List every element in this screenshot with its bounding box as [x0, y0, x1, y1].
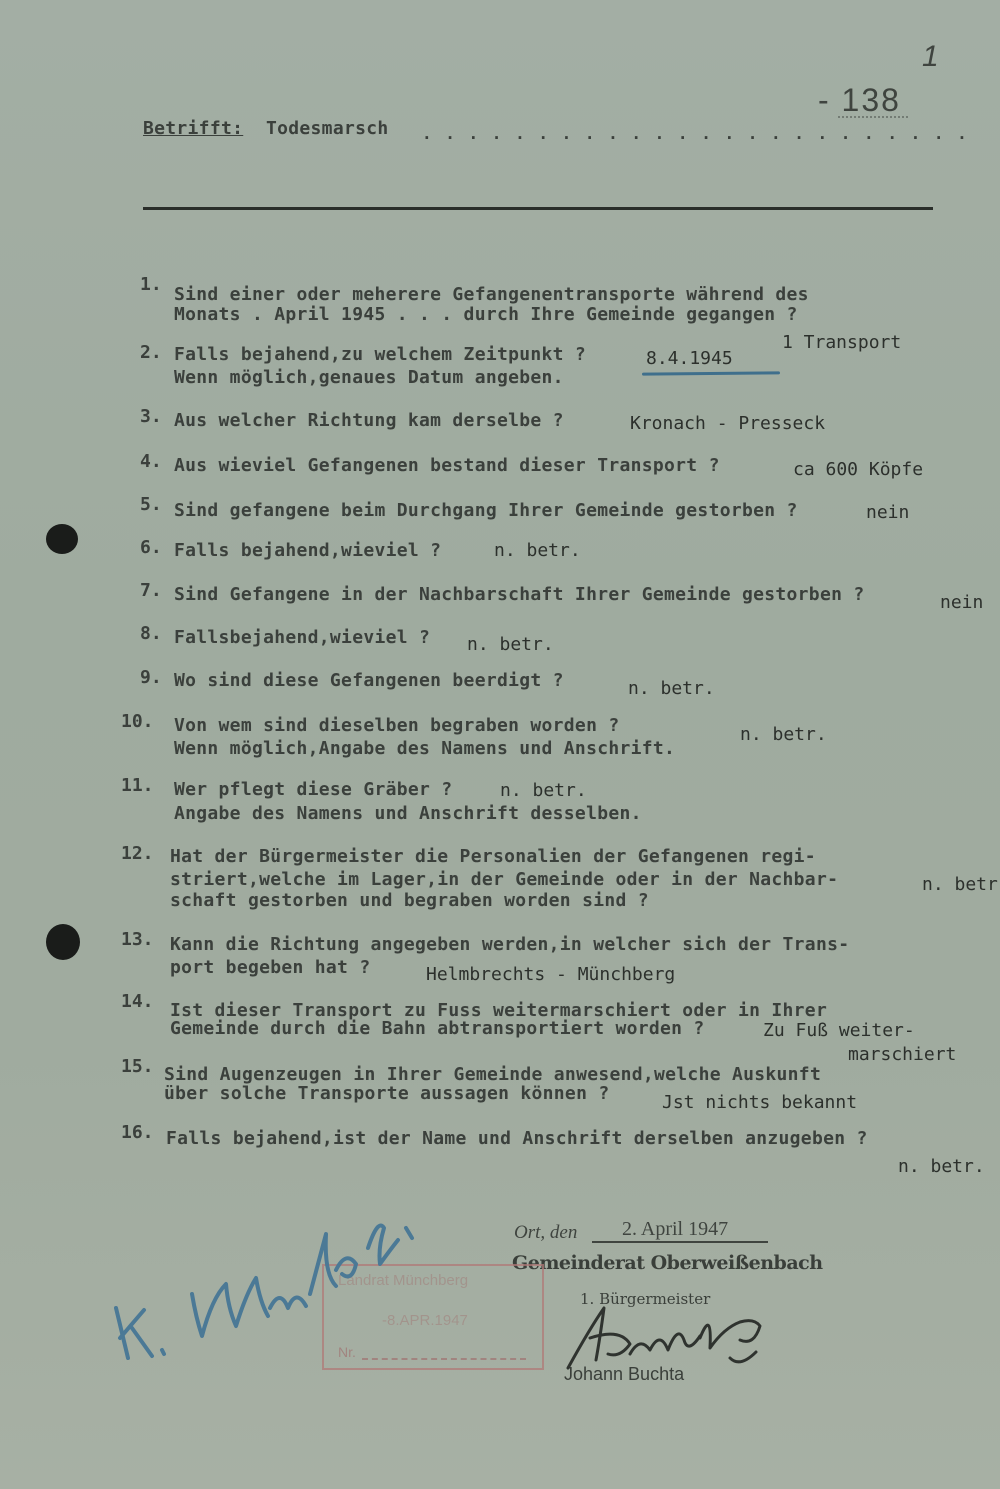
header-label: Betrifft:	[143, 118, 244, 139]
place-label: Ort, den	[514, 1222, 578, 1243]
item-answer: n. betr.	[467, 634, 554, 655]
council-name: Gemeinderat Oberweißenbach	[512, 1252, 823, 1274]
item-line: Ist dieser Transport zu Fuss weitermarschiert oder in Ihrer	[170, 1000, 828, 1021]
punch-hole	[46, 924, 80, 960]
item-number: 11.	[121, 775, 154, 796]
item-line: Wo sind diese Gefangenen beerdigt ?	[174, 670, 564, 691]
item-answer: Jst nichts bekannt	[662, 1092, 858, 1113]
item-line: Sind Augenzeugen in Ihrer Gemeinde anwesend,welche Auskunft	[164, 1064, 822, 1085]
item-line: Falls bejahend,wieviel ?	[174, 540, 442, 561]
item-line: Falls bejahend,ist der Name und Anschrift derselben anzugeben ?	[166, 1128, 868, 1149]
stamp-office: Landrat Münchberg	[338, 1272, 469, 1289]
item-line: Von wem sind dieselben begraben worden ?	[174, 715, 620, 736]
item-number: 14.	[121, 991, 154, 1012]
item-line: Sind Gefangene in der Nachbarschaft Ihrer Gemeinde gestorben ?	[174, 584, 865, 605]
header-rule	[143, 207, 933, 210]
item-line: Aus wieviel Gefangenen bestand dieser Transport ?	[174, 455, 720, 476]
stamp-number-label: Nr.	[338, 1344, 356, 1360]
punch-hole	[46, 524, 78, 554]
item-number: 7.	[140, 580, 162, 601]
mayor-role: 1. Bürgermeister	[580, 1290, 711, 1308]
faint-dots	[838, 116, 908, 120]
item-answer: n. betr.	[898, 1156, 985, 1177]
item-line: Gemeinde durch die Bahn abtransportiert worden ?	[170, 1018, 705, 1039]
item-line: Hat der Bürgermeister die Personalien der Gefangenen regi-	[170, 846, 816, 867]
item-answer: n. betr.	[628, 678, 715, 699]
item-answer-extra: 1 Transport	[782, 332, 902, 353]
item-number: 5.	[140, 494, 162, 515]
page-number: - 138	[818, 82, 901, 118]
item-answer: n. betr.	[500, 780, 587, 801]
item-line: über solche Transporte aussagen können ?	[164, 1083, 610, 1104]
answer-underline	[642, 371, 780, 375]
item-line: Sind einer oder meherere Gefangenentransporte während des	[174, 284, 809, 305]
item-answer: nein	[940, 592, 984, 613]
item-line: Kann die Richtung angegeben werden,in welcher sich der Trans-	[170, 934, 850, 955]
date-underline	[592, 1241, 768, 1243]
item-number: 10.	[121, 711, 154, 732]
item-line: port begeben hat ?	[170, 957, 371, 978]
item-number: 16.	[121, 1122, 154, 1143]
page-number-top: 1	[922, 40, 939, 73]
item-number: 9.	[140, 667, 162, 688]
item-answer: n. betr	[922, 874, 998, 895]
item-line: Monats . April 1945 . . . durch Ihre Gemeinde gegangen ?	[174, 304, 798, 325]
item-number: 6.	[140, 537, 162, 558]
item-answer: n. betr.	[740, 724, 827, 745]
item-answer: 8.4.1945	[646, 348, 733, 369]
date: 2. April 1947	[622, 1218, 729, 1240]
item-line: Wer pflegt diese Gräber ?	[174, 779, 453, 800]
item-number: 12.	[121, 843, 154, 864]
item-line: schaft gestorben und begraben worden sind ?	[170, 890, 649, 911]
item-answer: nein	[866, 502, 910, 523]
item-number: 13.	[121, 929, 154, 950]
item-answer: Helmbrechts - Münchberg	[426, 964, 676, 985]
item-number: 3.	[140, 406, 162, 427]
blue-handwritten-note	[106, 1198, 436, 1368]
item-number: 1.	[140, 274, 162, 295]
item-line: Angabe des Namens und Anschrift desselben.	[174, 803, 642, 824]
item-line: Wenn möglich,Angabe des Namens und Anschrift.	[174, 738, 676, 759]
header-subject: Todesmarsch	[266, 118, 389, 139]
item-answer-extra: marschiert	[848, 1044, 957, 1065]
item-number: 8.	[140, 623, 162, 644]
item-number: 15.	[121, 1056, 154, 1077]
item-line: striert,welche im Lager,in der Gemeinde oder in der Nachbar-	[170, 869, 839, 890]
item-line: Sind gefangene beim Durchgang Ihrer Gemeinde gestorben ?	[174, 500, 798, 521]
item-line: Fallsbejahend,wieviel ?	[174, 627, 431, 648]
item-answer: Zu Fuß weiter-	[763, 1020, 915, 1041]
item-line: Aus welcher Richtung kam derselbe ?	[174, 410, 564, 431]
header-dots: . . . . . . . . . . . . . . . . . . . . . . . .	[422, 124, 969, 143]
mayor-signature	[560, 1298, 780, 1388]
item-answer: ca 600 Köpfe	[793, 459, 924, 480]
item-number: 4.	[140, 451, 162, 472]
item-answer: n. betr.	[494, 540, 581, 561]
item-answer: Kronach - Presseck	[630, 413, 826, 434]
item-line: Falls bejahend,zu welchem Zeitpunkt ?	[174, 344, 587, 365]
mayor-name: Johann Buchta	[564, 1364, 685, 1384]
item-number: 2.	[140, 342, 162, 363]
stamp-date: -8.APR.1947	[382, 1312, 468, 1329]
item-line: Wenn möglich,genaues Datum angeben.	[174, 367, 564, 388]
